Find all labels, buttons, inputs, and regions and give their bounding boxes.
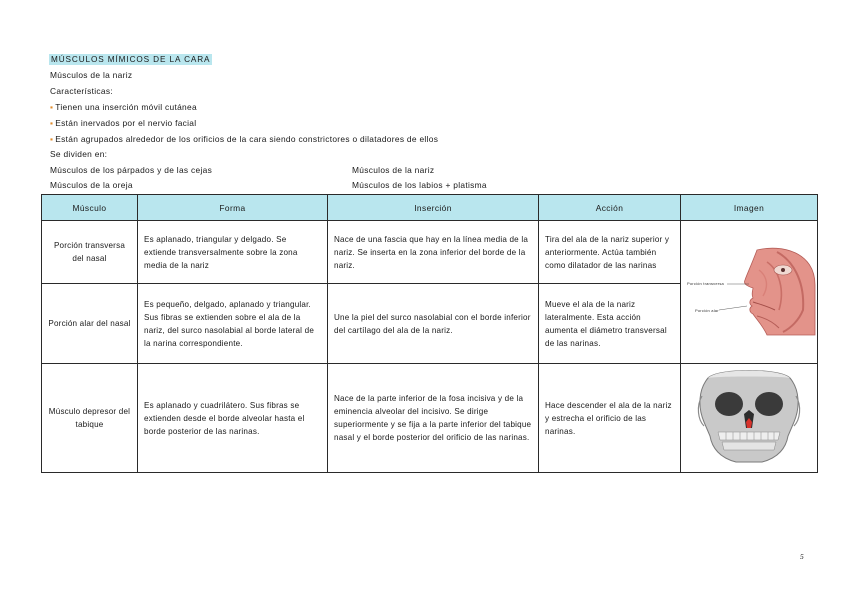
accion-cell: Hace descender el ala de la nariz y estrecha el orificio de las narinas. [539,364,681,473]
label-alar: Porción alar [695,308,719,313]
insercion-cell: Nace de una fascia que hay en la línea media de la nariz. Se inserta en la zona inferior del borde de la nariz. [328,221,539,284]
column-header: Músculo [42,195,138,221]
forma-cell: Es aplanado y cuadrilátero. Sus fibras se extienden desde el borde alveolar hasta el borde posterior de las narinas. [138,364,328,473]
muscle-name: Músculo depresor del tabique [42,364,138,473]
division-item: Músculos de la oreja [50,180,133,190]
insercion-cell: Nace de la parte inferior de la fosa incisiva y de la eminencia alveolar del incisivo. Se dirige superiormente y se fija a la parte inferior del tabique nasal y el borde posterior del orificio de las narinas. [328,364,539,473]
characteristic-item: ▪ Están agrupados alrededor de los orificios de la cara siendo constrictores o dilatadores de ellos [50,134,439,144]
division-item: Músculos de los labios + platisma [352,180,487,190]
division-item: Músculos de la nariz [352,165,435,175]
characteristic-item: ▪ Están inervados por el nervio facial [50,118,197,128]
divided-label: Se dividen en: [50,149,108,159]
column-header: Imagen [681,195,818,221]
bullet-icon: ▪ [50,118,54,128]
muscle-name: Porción alar del nasal [42,284,138,364]
characteristic-item: ▪ Tienen una inserción móvil cutánea [50,102,197,112]
accion-cell: Tira del ala de la nariz superior y anteriormente. Actúa también como dilatador de las narinas [539,221,681,284]
label-transversa: Porción transversa [687,281,724,286]
bullet-icon: ▪ [50,134,54,144]
insercion-cell: Une la piel del surco nasolabial con el borde inferior del cartílago del ala de la nariz. [328,284,539,364]
muscle-name: Porción transversa del nasal [42,221,138,284]
column-header: Acción [539,195,681,221]
characteristics-label: Características: [50,86,113,96]
accion-cell: Mueve el ala de la nariz lateralmente. Esta acción aumenta el diámetro transversal de las narinas. [539,284,681,364]
forma-cell: Es aplanado, triangular y delgado. Se extiende transversalmente sobre la zona media de la nariz [138,221,328,284]
column-header: Forma [138,195,328,221]
muscle-table [41,194,818,473]
division-item: Músculos de los párpados y de las cejas [50,165,213,175]
skull-illustration [688,366,810,466]
bullet-icon: ▪ [50,102,54,112]
table-row [42,221,818,284]
face-muscle-illustration [687,240,819,340]
column-header: Inserción [328,195,539,221]
table-header-row [42,195,818,221]
skull-image [681,364,818,473]
page-number: 5 [800,552,804,561]
subtitle: Músculos de la nariz [50,70,133,80]
forma-cell: Es pequeño, delgado, aplanado y triangular. Sus fibras se extienden sobre el ala de la nariz, del surco nasolabial al borde lateral de la narina correspondiente. [138,284,328,364]
table-row [42,364,818,473]
nasal-muscle-image [681,221,818,364]
page-title: MÚSCULOS MÍMICOS DE LA CARA [51,55,211,64]
